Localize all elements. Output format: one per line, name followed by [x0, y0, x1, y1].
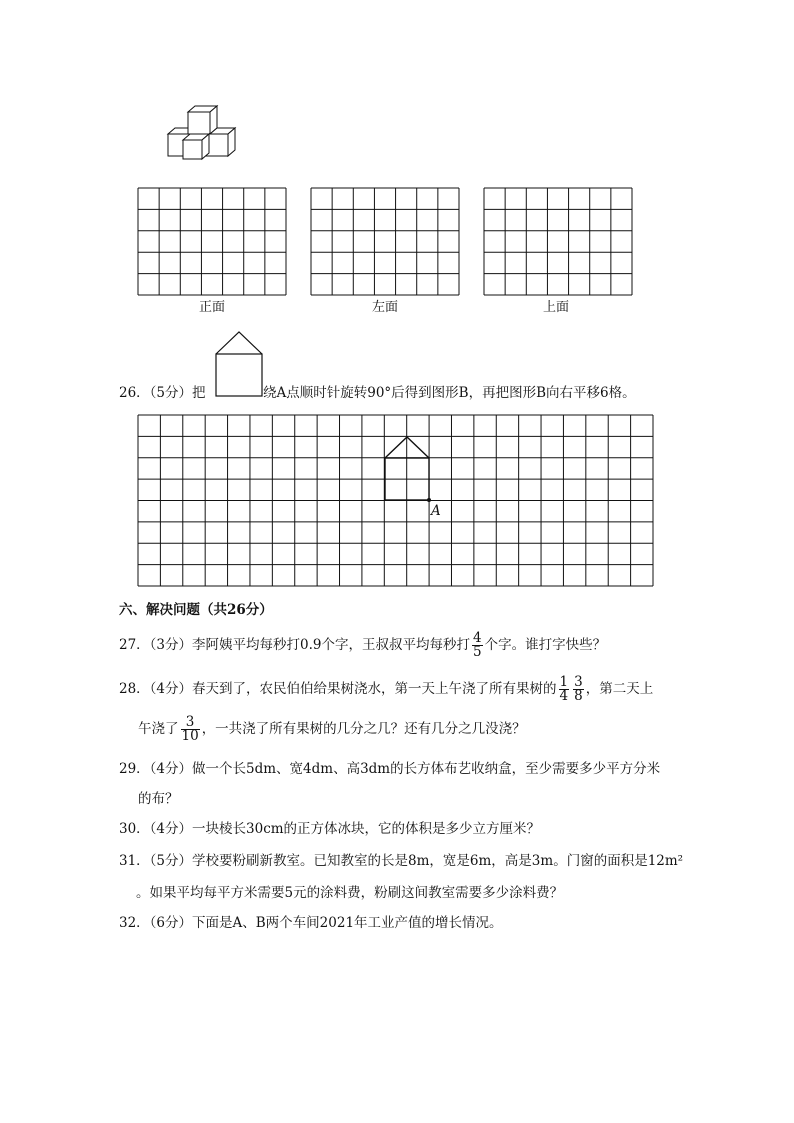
question-27 — [119, 632, 606, 659]
house-shape-icon — [215, 331, 263, 397]
q27-post: 个字。谁打字快些？ — [484, 637, 607, 653]
question-28-line2 — [138, 716, 526, 743]
q28-pre: 28．（4分）春天到了，农民伯伯给果树浇水，第一天上午浇了所有果树的 — [119, 681, 557, 697]
section-title: 六、解决问题（共26分） — [119, 602, 273, 618]
house-on-grid — [384, 436, 434, 502]
q26-suffix: 绕A点顺时针旋转90°后得到图形B，再把图形B向右平移6格。 — [263, 385, 636, 401]
q28-post: ，第二天上 — [585, 681, 654, 697]
point-a-label: A — [431, 503, 441, 519]
q28-line2-post: ，一共浇了所有果树的几分之几？还有几分之几没浇？ — [201, 721, 526, 737]
front-view-label: 正面 — [198, 300, 225, 315]
question-28-line1 — [119, 676, 653, 703]
top-view-grid — [484, 188, 633, 296]
left-view-label: 左面 — [371, 300, 398, 315]
question-31-line2: 。如果平均每平方米需要5元的涂料费，粉刷这间教室需要多少涂料费？ — [136, 885, 564, 901]
question-31-line1: 31．（5分）学校要粉刷新教室。已知教室的长是8m，宽是6m，高是3m。门窗的面积是12m² — [119, 853, 684, 869]
fraction-3-8: $\frac{3}{8}$ — [574, 674, 583, 704]
question-29-line2: 的布？ — [138, 791, 179, 807]
q26-prefix: 26．（5分）把 — [119, 385, 206, 401]
fraction-3-10: $\frac{3}{10}$ — [181, 714, 199, 744]
cube-stack-figure — [165, 103, 240, 159]
question-29-line1: 29．（4分）做一个长5dm、宽4dm、高3dm的长方体布艺收纳盒，至少需要多少平方分米 — [119, 761, 661, 777]
left-view-grid — [311, 188, 460, 296]
top-view-label: 上面 — [542, 300, 569, 315]
question-32: 32．（6分）下面是A、B两个车间2021年工业产值的增长情况。 — [119, 915, 503, 931]
q27-pre: 27．（3分）李阿姨平均每秒打0.9个字，王叔叔平均每秒打 — [119, 637, 470, 653]
q28-line2-pre: 午浇了 — [138, 721, 179, 737]
fraction-4-5: $\frac{4}{5}$ — [473, 630, 482, 660]
question-30: 30．（4分）一块棱长30cm的正方体冰块，它的体积是多少立方厘米？ — [119, 821, 541, 837]
fraction-1-4: $\frac{1}{4}$ — [559, 674, 569, 704]
front-view-grid — [138, 188, 287, 296]
